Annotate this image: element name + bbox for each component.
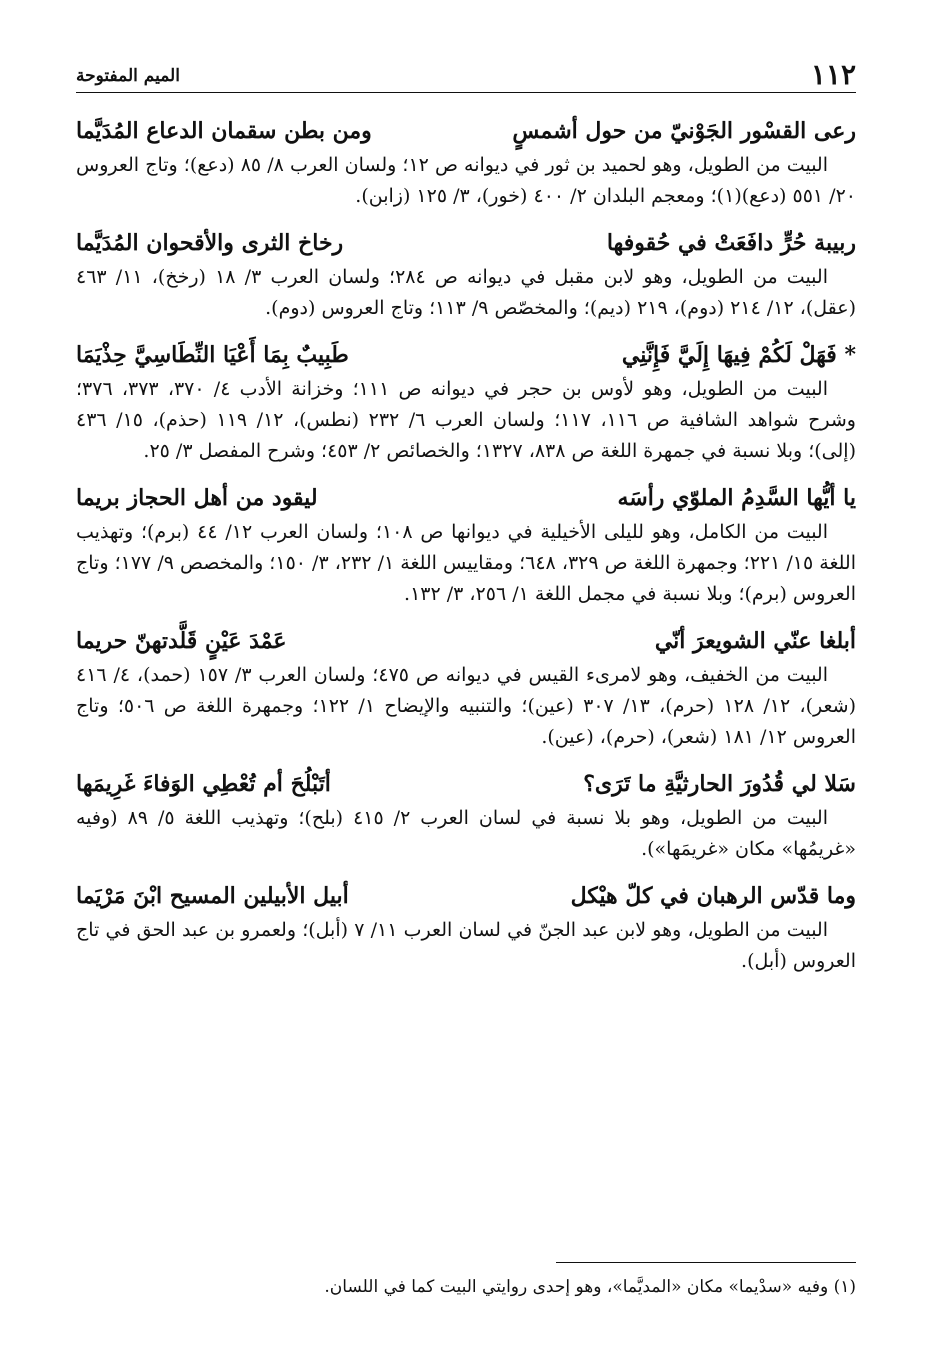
- verse-line: [76, 336, 856, 374]
- verse-second-hemistich: ومن بطن سقمان الدعاع المُدَيَّما: [76, 118, 372, 144]
- verse-first-hemistich: يا أيُّها السَّدِمُ الملوّي رأسَه: [617, 485, 856, 511]
- page-content: [76, 112, 856, 989]
- verse-first-hemistich: سَلا لي قُدُورَ الحارثيَّةِ ما تَرَى؟: [583, 771, 856, 797]
- verse-first-hemistich: ربيبة حُرٍّ دافَعَتْ في حُقوفها: [606, 230, 856, 256]
- section-title: الميم المفتوحة: [76, 66, 180, 86]
- verse-second-hemistich: أتَبْلُحَ أم تُعْطِي الوَفاءَ غَرِيمَها: [76, 771, 331, 797]
- verse-entry: [76, 765, 856, 865]
- verse-line: [76, 112, 856, 150]
- verse-first-hemistich: وما قدّس الرهبان في كلّ هيْكل: [570, 883, 856, 909]
- verse-note: البيت من الكامل، وهو لليلى الأخيلية في ديوانها ص ١٠٨؛ ولسان العرب ١٢/ ٤٤ (برم)؛ وتهذيب اللغة ١٥/ ٢٢١؛ وجمهرة اللغة ص ٣٢٩، ٦٤٨؛ ومقاييس اللغة ١/ ٢٣٢، ٣/ ١٥٠؛ والمخصص ٩/ ١٧٧؛ وتاج العروس (برم)؛ وبلا نسبة في مجمل اللغة ١/ ٢٥٦، ٣/ ١٣٢.: [76, 521, 856, 605]
- verse-line: [76, 765, 856, 803]
- verse-entry: [76, 479, 856, 610]
- verse-line: [76, 877, 856, 915]
- page-header: [76, 56, 856, 93]
- verse-entry: [76, 336, 856, 467]
- verse-second-hemistich: أبيل الأبيلين المسيح ابْنَ مَرْيَما: [76, 883, 349, 909]
- verse-second-hemistich: طَبِيبٌ بِمَا أَعْيَا النِّطَاسِيَّ حِذْيَمَا: [76, 342, 349, 368]
- verse-entry: [76, 224, 856, 324]
- verse-second-hemistich: عَمْدَ عَيْنٍ قَلَّدتهنّ حريما: [76, 628, 287, 654]
- verse-line: [76, 622, 856, 660]
- verse-first-hemistich: رعى القسْور الجَوْنيّ من حول أشمسٍ: [512, 118, 856, 144]
- verse-note: البيت من الطويل، وهو لابن مقبل في ديوانه ص ٢٨٤؛ ولسان العرب ٣/ ١٨ (رخخ)، ١١/ ٤٦٣ (عقل)، ١٢/ ٢١٤ (دوم)، ٢١٩ (ديم)؛ والمخصّص ٩/ ١١٣؛ وتاج العروس (دوم).: [76, 266, 856, 319]
- verse-entry: [76, 877, 856, 977]
- verse-note: البيت من الطويل، وهو لحميد بن ثور في ديوانه ص ١٢؛ ولسان العرب ٨/ ٨٥ (دعع)؛ وتاج العروس ٢٠/ ٥٥١ (دعع)(١)؛ ومعجم البلدان ٢/ ٤٠٠ (خور)، ٣/ ١٢٥ (زابن).: [76, 154, 856, 207]
- verse-entry: [76, 112, 856, 212]
- page-number: ١١٢: [810, 58, 856, 91]
- verse-first-hemistich: * فَهَلْ لَكُمْ فِيهَا إِلَيَّ فَإِنَّنِي: [621, 342, 856, 368]
- footnote-divider: [556, 1262, 856, 1263]
- footnote: (١) وفيه «سدْيما» مكان «المديَّما»، وهو إحدى روايتي البيت كما في اللسان.: [324, 1277, 856, 1297]
- verse-second-hemistich: ليقود من أهل الحجاز بريما: [76, 485, 318, 511]
- verse-note: البيت من الطويل، وهو لابن عبد الجنّ في لسان العرب ١١/ ٧ (أبل)؛ ولعمرو بن عبد الحق في تاج العروس (أبل).: [76, 919, 856, 972]
- verse-entry: [76, 622, 856, 753]
- verse-line: [76, 479, 856, 517]
- verse-note: البيت من الخفيف، وهو لامرىء القيس في ديوانه ص ٤٧٥؛ ولسان العرب ٣/ ١٥٧ (حمد)، ٤/ ٤١٦ (شعر)، ١٢/ ١٢٨ (حرم)، ١٣/ ٣٠٧ (عين)؛ والتنبيه والإيضاح ١/ ١٢٢؛ وجمهرة اللغة ص ٥٠٦؛ وتاج العروس ١٢/ ١٨١ (شعر)، (حرم)، (عين).: [76, 664, 856, 748]
- verse-note: البيت من الطويل، وهو لأوس بن حجر في ديوانه ص ١١١؛ وخزانة الأدب ٤/ ٣٧٠، ٣٧٣، ٣٧٦؛ وشرح شواهد الشافية ص ١١٦، ١١٧؛ ولسان العرب ٦/ ٢٣٢ (نطس)، ١٢/ ١١٩ (حذم)، ١٥/ ٤٣٦ (إلى)؛ وبلا نسبة في جمهرة اللغة ص ٨٣٨، ١٣٢٧؛ والخصائص ٢/ ٤٥٣؛ وشرح المفصل ٣/ ٢٥.: [76, 378, 856, 462]
- verse-second-hemistich: رخاخ الثرى والأقحوان المُدَيَّما: [76, 230, 344, 256]
- verse-line: [76, 224, 856, 262]
- verse-note: البيت من الطويل، وهو بلا نسبة في لسان العرب ٢/ ٤١٥ (بلح)؛ وتهذيب اللغة ٥/ ٨٩ (وفيه «غريمُها» مكان «غريمَها»).: [76, 807, 856, 860]
- verse-first-hemistich: أبلغا عنّي الشويعرَ أنّي: [654, 628, 856, 654]
